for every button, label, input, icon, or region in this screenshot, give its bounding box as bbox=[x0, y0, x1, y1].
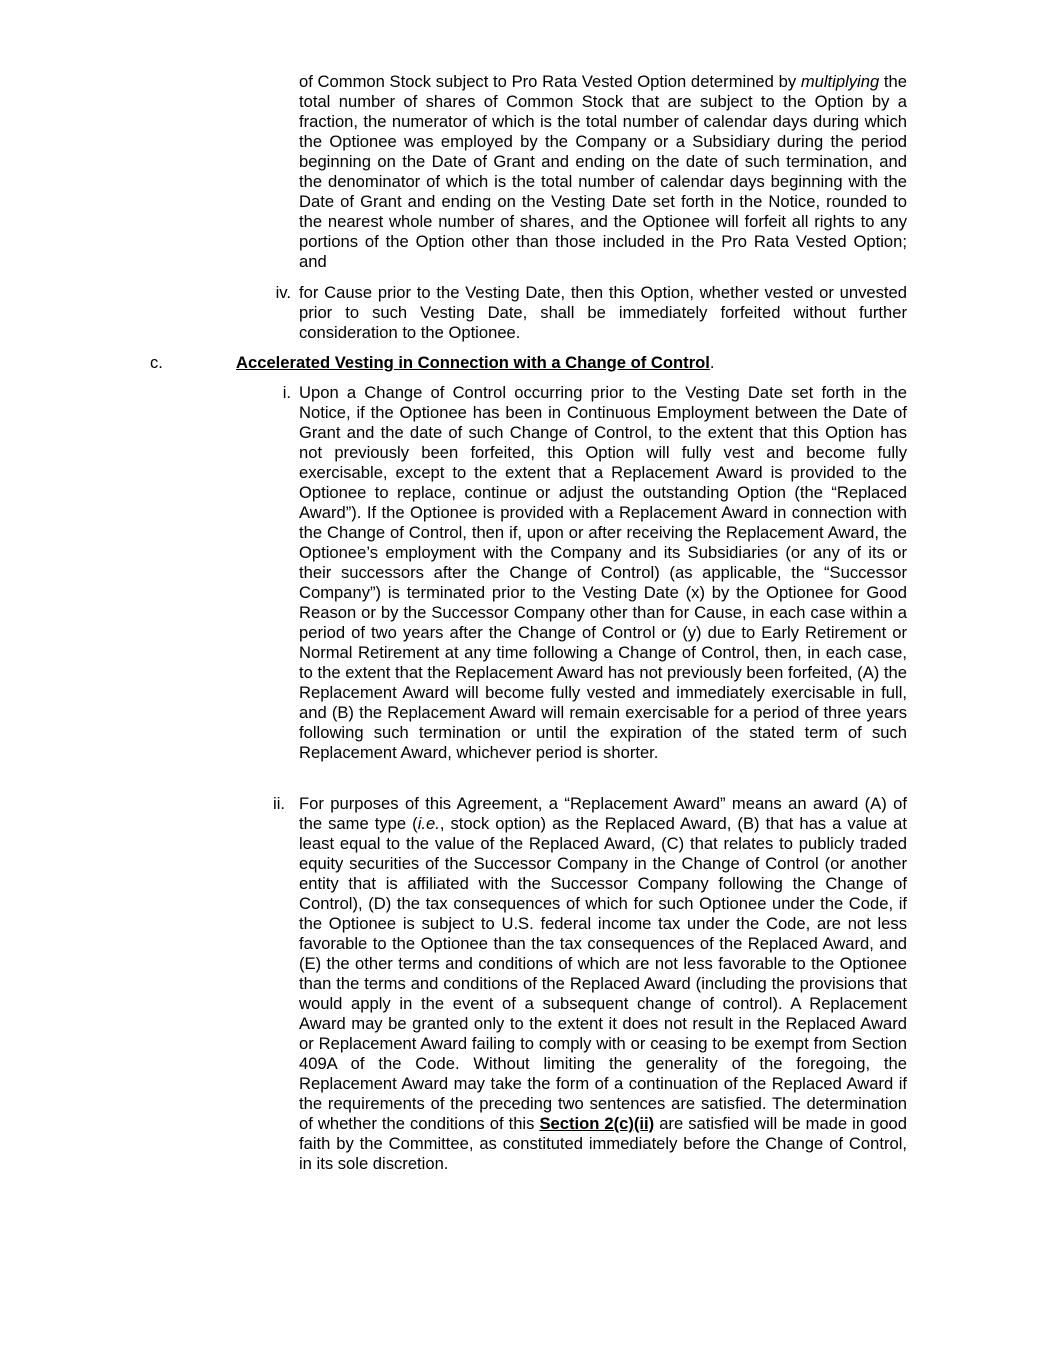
item-iv-paragraph: for Cause prior to the Vesting Date, then this Option, whether vested or unvested prior to such Vesting Date, shall be immediately forfeited without further consideration to the Optionee. bbox=[299, 283, 907, 342]
section-c-letter: c. bbox=[150, 353, 163, 372]
item-i-number: i. bbox=[282, 383, 291, 402]
section-c-heading bbox=[236, 353, 715, 373]
continuation-text-1: of Common Stock subject to Pro Rata Vested Option determined by bbox=[299, 72, 801, 91]
section-c-heading-text: Accelerated Vesting in Connection with a Change of Control bbox=[236, 353, 710, 372]
continuation-paragraph bbox=[299, 72, 907, 272]
continuation-italic: multiplying bbox=[800, 72, 880, 91]
item-ii-paragraph bbox=[299, 794, 907, 1174]
section-reference-link: Section 2(c)(ii) bbox=[539, 1114, 655, 1133]
section-c-heading-punct: . bbox=[709, 353, 715, 372]
item-ii-text-2: , stock option) as the Replaced Award, (B) that has a value at least equal to the value of the Replaced Award, (C) that relates to publicly traded equity securities of the Successor Company in the Change of Control (or another entity that is affiliated with the Successor Company following the Change of Control), (D) the tax consequences of which for such Optionee under the Code, if the Optionee is subject to U.S. federal income tax under the Code, are not less favorable to the Optionee than the tax consequences of the Replaced Award, and (E) the other terms and conditions of which are not less favorable to the Optionee than the terms and conditions of the Replaced Award (including the provisions that would apply in the event of a subsequent change of control). A Replacement Award may be granted only to the extent it does not result in the Replaced Award or Replacement Award failing to comply with or ceasing to be exempt from Section 409A of the Code. Without limiting the generality of the foregoing, the Replacement Award may take the form of a continuation of the Replaced Award if the requirements of the preceding two sentences are satisfied. The determination of whether the conditions of this bbox=[299, 814, 907, 1133]
continuation-text-2: the total number of shares of Common Stock that are subject to the Option by a fraction, the numerator of which is the total number of calendar days during which the Optionee was employed by the Company or a Subsidiary during the period beginning on the Date of Grant and ending on the date of such termination, and the denominator of which is the total number of calendar days beginning with the Date of Grant and ending on the Vesting Date set forth in the Notice, rounded to the nearest whole number of shares, and the Optionee will forfeit all rights to any portions of the Option other than those included in the Pro Rata Vested Option; and bbox=[299, 72, 907, 271]
item-i-paragraph: Upon a Change of Control occurring prior to the Vesting Date set forth in the Notice, if the Optionee has been in Continuous Employment between the Date of Grant and the date of such Change of Control, to the extent that this Option has not previously been forfeited, this Option will fully vest and become fully exercisable, except to the extent that a Replacement Award is provided to the Optionee to replace, continue or adjust the outstanding Option (the “Replaced Award”). If the Optionee is provided with a Replacement Award in connection with the Change of Control, then if, upon or after receiving the Replacement Award, the Optionee’s employment with the Company and its Subsidiaries (or any of its or their successors after the Change of Control) (as applicable, the “Successor Company”) is terminated prior to the Vesting Date (x) by the Optionee for Good Reason or by the Successor Company other than for Cause, in each case within a period of two years after the Change of Control or (y) due to Early Retirement or Normal Retirement at any time following a Change of Control, then, in each case, to the extent that the Replacement Award has not previously been forfeited, (A) the Replacement Award will become fully vested and immediately exercisable in full, and (B) the Replacement Award will remain exercisable for a period of three years following such termination or until the expiration of the stated term of such Replacement Award, whichever period is shorter. bbox=[299, 383, 907, 762]
item-ii-number: ii. bbox=[273, 794, 285, 813]
item-iv-number: iv. bbox=[275, 283, 291, 302]
item-ii-text-3: are satisfied will be made in good faith by the Committee, as constituted immediately before the Change of Control, in its sole discretion. bbox=[299, 1114, 907, 1173]
item-ii-italic: i.e. bbox=[417, 814, 440, 833]
item-ii-text-1: For purposes of this Agreement, a “Replacement Award” means an award (A) of the same type ( bbox=[299, 794, 907, 833]
